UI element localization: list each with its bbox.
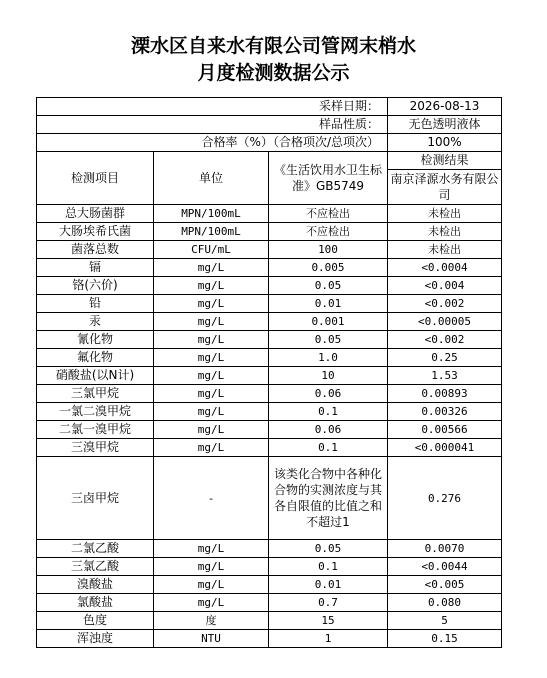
row-result-cell: 0.080	[388, 594, 502, 612]
row-result-cell: 0.00566	[388, 421, 502, 439]
row-result-cell: 1.53	[388, 367, 502, 385]
row-unit-cell: mg/L	[154, 385, 269, 403]
row-unit-cell: mg/L	[154, 558, 269, 576]
row-standard-cell: 0.01	[269, 295, 388, 313]
table-row	[37, 277, 502, 295]
row-standard-cell: 1.0	[269, 349, 388, 367]
row-result-cell: <0.00005	[388, 313, 502, 331]
row-item-cell: 铅	[37, 295, 154, 313]
table-row	[37, 594, 502, 612]
row-standard-cell: 0.7	[269, 594, 388, 612]
row-item-cell: 硝酸盐(以N计)	[37, 367, 154, 385]
row-item-cell: 铬(六价)	[37, 277, 154, 295]
sample-date-row	[37, 98, 502, 116]
row-result-cell: 未检出	[388, 223, 502, 241]
row-unit-cell: -	[154, 457, 269, 540]
row-standard-cell: 0.1	[269, 439, 388, 457]
sample-date-value: 2026-08-13	[388, 98, 502, 116]
title-line-1: 溧水区自来水有限公司管网末梢水	[130, 35, 416, 57]
row-unit-cell: mg/L	[154, 331, 269, 349]
sample-nature-label: 样品性质：	[37, 116, 388, 134]
table-row	[37, 223, 502, 241]
row-item-cell: 一氯二溴甲烷	[37, 403, 154, 421]
row-result-cell: 未检出	[388, 205, 502, 223]
table-row	[37, 385, 502, 403]
row-unit-cell: mg/L	[154, 313, 269, 331]
row-result-cell: 0.00893	[388, 385, 502, 403]
row-result-cell: <0.0044	[388, 558, 502, 576]
row-item-cell: 大肠埃希氏菌	[37, 223, 154, 241]
row-item-cell: 菌落总数	[37, 241, 154, 259]
row-item-cell: 浑浊度	[37, 630, 154, 648]
table-row	[37, 612, 502, 630]
table-row	[37, 576, 502, 594]
col-lab-header: 南京泽源水务有限公司	[388, 170, 502, 205]
table-row	[37, 403, 502, 421]
row-standard-cell: 0.01	[269, 576, 388, 594]
col-standard-header: 《生活饮用水卫生标准》GB5749	[269, 152, 388, 205]
row-unit-cell: mg/L	[154, 594, 269, 612]
row-unit-cell: mg/L	[154, 540, 269, 558]
row-standard-cell: 0.05	[269, 277, 388, 295]
row-standard-cell: 0.05	[269, 540, 388, 558]
table-row	[37, 313, 502, 331]
row-item-cell: 三氯甲烷	[37, 385, 154, 403]
row-result-cell: 0.0070	[388, 540, 502, 558]
sample-nature-value: 无色透明液体	[388, 116, 502, 134]
row-unit-cell: 度	[154, 612, 269, 630]
row-item-cell: 氰化物	[37, 331, 154, 349]
pass-rate-row	[37, 134, 502, 152]
pass-rate-value: 100%	[388, 134, 502, 152]
col-item-header: 检测项目	[37, 152, 154, 205]
row-result-cell: 0.276	[388, 457, 502, 540]
column-header-row-1	[37, 152, 502, 170]
row-result-cell: <0.004	[388, 277, 502, 295]
row-item-cell: 溴酸盐	[37, 576, 154, 594]
row-standard-cell: 10	[269, 367, 388, 385]
row-standard-cell: 0.06	[269, 421, 388, 439]
row-item-cell: 三卤甲烷	[37, 457, 154, 540]
row-unit-cell: mg/L	[154, 259, 269, 277]
row-item-cell: 氟化物	[37, 349, 154, 367]
row-standard-cell: 15	[269, 612, 388, 630]
row-standard-cell: 0.1	[269, 403, 388, 421]
row-standard-cell: 0.06	[269, 385, 388, 403]
table-row	[37, 205, 502, 223]
row-result-cell: 0.25	[388, 349, 502, 367]
row-item-cell: 二氯乙酸	[37, 540, 154, 558]
row-unit-cell: mg/L	[154, 403, 269, 421]
pass-rate-label: 合格率（%）（合格项次/总项次）	[37, 134, 388, 152]
row-unit-cell: CFU/mL	[154, 241, 269, 259]
row-unit-cell: mg/L	[154, 576, 269, 594]
table-row	[37, 259, 502, 277]
sample-nature-row	[37, 116, 502, 134]
row-result-cell: 0.15	[388, 630, 502, 648]
row-result-cell: <0.002	[388, 331, 502, 349]
table-row	[37, 558, 502, 576]
row-unit-cell: mg/L	[154, 295, 269, 313]
row-standard-cell: 0.005	[269, 259, 388, 277]
col-unit-header: 单位	[154, 152, 269, 205]
row-standard-cell: 1	[269, 630, 388, 648]
row-item-cell: 镉	[37, 259, 154, 277]
row-standard-cell: 100	[269, 241, 388, 259]
row-item-cell: 汞	[37, 313, 154, 331]
row-standard-cell: 不应检出	[269, 223, 388, 241]
row-item-cell: 色度	[37, 612, 154, 630]
row-result-cell: 0.00326	[388, 403, 502, 421]
sample-date-label: 采样日期：	[37, 98, 388, 116]
table-row	[37, 630, 502, 648]
row-unit-cell: mg/L	[154, 421, 269, 439]
table-row	[37, 331, 502, 349]
row-standard-cell: 0.1	[269, 558, 388, 576]
row-result-cell: <0.002	[388, 295, 502, 313]
row-unit-cell: MPN/100mL	[154, 223, 269, 241]
row-unit-cell: mg/L	[154, 349, 269, 367]
row-unit-cell: mg/L	[154, 277, 269, 295]
row-standard-cell: 该类化合物中各种化合物的实测浓度与其各自限值的比值之和不超过1	[269, 457, 388, 540]
row-unit-cell: mg/L	[154, 439, 269, 457]
row-item-cell: 三溴甲烷	[37, 439, 154, 457]
row-standard-cell: 不应检出	[269, 205, 388, 223]
data-table	[36, 97, 502, 648]
table-row	[37, 439, 502, 457]
table-row	[37, 540, 502, 558]
table-row	[37, 349, 502, 367]
row-item-cell: 二氯一溴甲烷	[37, 421, 154, 439]
row-unit-cell: NTU	[154, 630, 269, 648]
row-unit-cell: MPN/100mL	[154, 205, 269, 223]
table-row	[37, 295, 502, 313]
row-standard-cell: 0.05	[269, 331, 388, 349]
row-unit-cell: mg/L	[154, 367, 269, 385]
row-result-cell: <0.005	[388, 576, 502, 594]
table-row	[37, 241, 502, 259]
row-item-cell: 氯酸盐	[37, 594, 154, 612]
row-result-cell: <0.000041	[388, 439, 502, 457]
table-row	[37, 367, 502, 385]
col-result-header: 检测结果	[388, 152, 502, 170]
row-standard-cell: 0.001	[269, 313, 388, 331]
row-item-cell: 三氯乙酸	[37, 558, 154, 576]
row-result-cell: <0.0004	[388, 259, 502, 277]
row-result-cell: 5	[388, 612, 502, 630]
table-row	[37, 421, 502, 439]
title-line-2: 月度检测数据公示	[197, 62, 350, 84]
row-item-cell: 总大肠菌群	[37, 205, 154, 223]
table-row	[37, 457, 502, 540]
row-result-cell: 未检出	[388, 241, 502, 259]
